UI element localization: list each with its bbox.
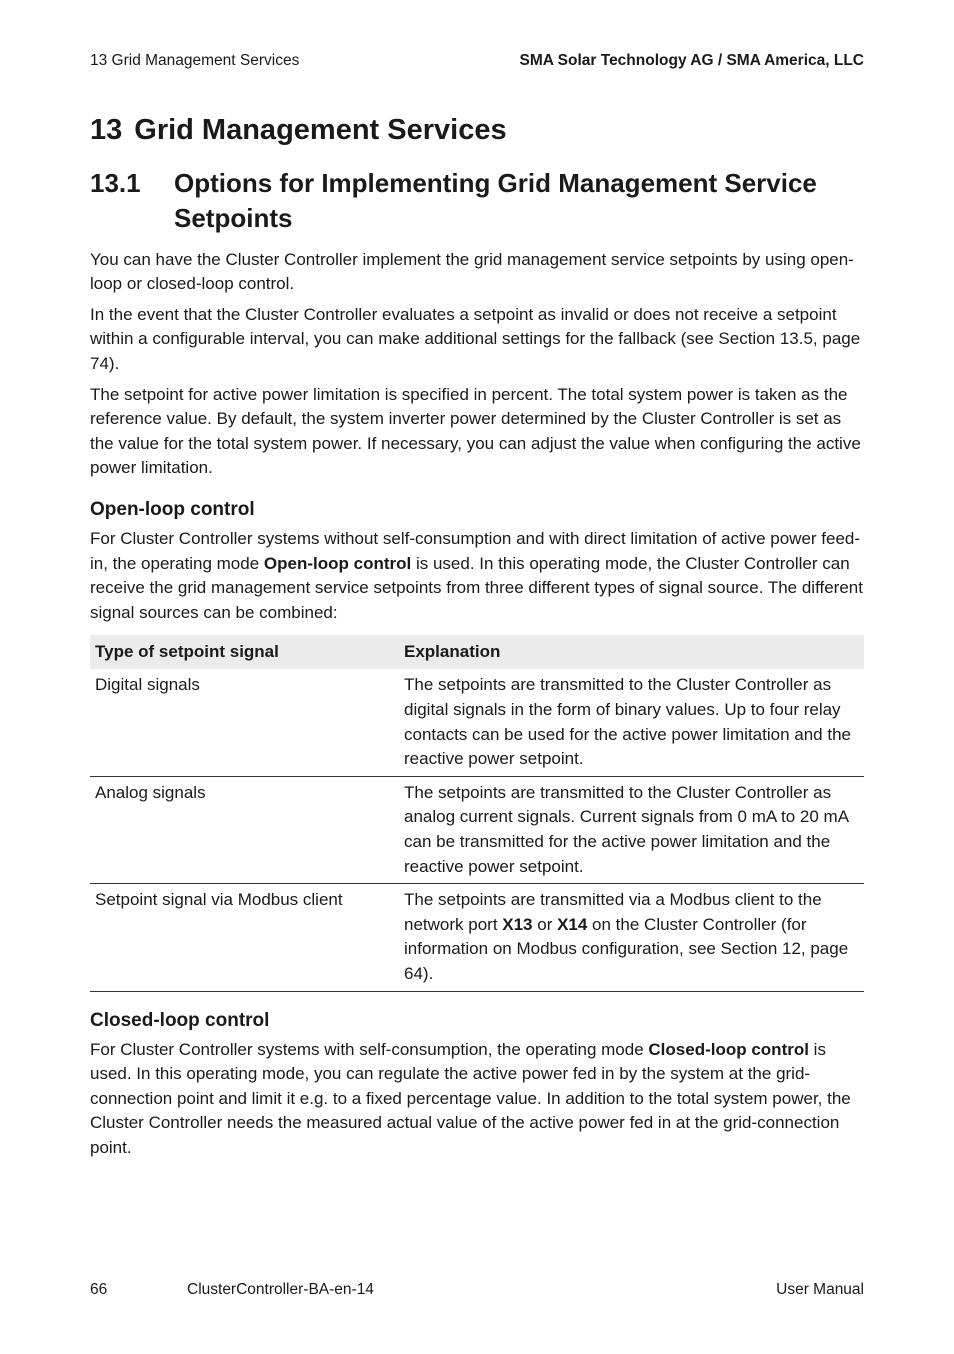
table-header-explanation: Explanation bbox=[399, 635, 864, 669]
closed-loop-mode-name: Closed-loop control bbox=[648, 1039, 809, 1059]
table-row bbox=[90, 884, 864, 991]
section-title bbox=[90, 166, 864, 236]
table-cell-type: Digital signals bbox=[90, 669, 399, 776]
chapter-number: 13 bbox=[90, 114, 123, 146]
table-row bbox=[90, 669, 864, 776]
closed-loop-paragraph: For Cluster Controller systems with self-consumption, the operating mode Closed-loop control is used. In this operating mode, you can regulate the active power fed in by the system at the grid-connection point and limit it e.g. to a fixed percentage value. In addition to the total system power, the Cluster Controller needs the measured actual value of the active power fed in at the grid-connection point. bbox=[90, 1039, 851, 1157]
open-loop-mode-name: Open-loop control bbox=[263, 553, 412, 573]
table-header-type: Type of setpoint signal bbox=[90, 635, 399, 669]
document-type: User Manual bbox=[776, 1281, 864, 1298]
closed-loop-heading: Closed-loop control bbox=[90, 1009, 270, 1031]
section-number: 13.1 bbox=[90, 167, 141, 198]
table-cell-explanation: The setpoints are transmitted to the Cluster Controller as digital signals in the form of binary values. Up to four relay contacts can be used for the active power limitation and the reactive power setpoint. bbox=[399, 669, 864, 776]
port-x14: X14 bbox=[557, 914, 588, 934]
open-loop-heading: Open-loop control bbox=[90, 499, 255, 521]
chapter-title-text: Grid Management Services bbox=[134, 114, 507, 146]
setpoint-signal-table bbox=[90, 635, 864, 991]
table-row bbox=[90, 776, 864, 883]
table-cell-explanation: The setpoints are transmitted via a Modbus client to the network port X13 or X14 on the Cluster Controller (for information on Modbus configuration, see Section 12, page 64). bbox=[399, 884, 864, 991]
intro-paragraph: In the event that the Cluster Controller evaluates a setpoint as invalid or does not receive a setpoint within a configurable interval, you can make additional settings for the fallback (see Section 13.5, page 74). bbox=[90, 304, 861, 374]
table-header-row bbox=[90, 635, 864, 669]
document-code: ClusterController-BA-en-14 bbox=[187, 1281, 374, 1298]
section-title-text: Options for Implementing Grid Management Service Setpoints bbox=[174, 167, 817, 233]
chapter-title bbox=[90, 112, 864, 150]
page-content bbox=[90, 112, 864, 1167]
port-x13: X13 bbox=[502, 914, 533, 934]
table-cell-type: Analog signals bbox=[90, 776, 399, 883]
table-cell-type: Setpoint signal via Modbus client bbox=[90, 884, 399, 991]
open-loop-paragraph: For Cluster Controller systems without self-consumption and with direct limitation of active power feed-in, the operating mode Open-loop control is used. In this operating mode, the Cluster Controller can receive the grid management service setpoints from three different types of signal source. The different signal sources can be combined: bbox=[90, 529, 863, 622]
intro-paragraph: The setpoint for active power limitation is specified in percent. The total system power is taken as the reference value. By default, the system inverter power determined by the Cluster Controller is set as the value for the total system power. If necessary, you can adjust the value when configuring the active power limitation. bbox=[90, 384, 861, 478]
intro-paragraph: You can have the Cluster Controller implement the grid management service setpoints by using open-loop or closed-loop control. bbox=[90, 249, 854, 294]
table-cell-explanation: The setpoints are transmitted to the Cluster Controller as analog current signals. Current signals from 0 mA to 20 mA can be transmitted for the active power limitation and the reactive power setpoint. bbox=[399, 776, 864, 883]
header-chapter-title: 13 Grid Management Services bbox=[90, 52, 300, 69]
page-number: 66 bbox=[90, 1281, 108, 1298]
header-company: SMA Solar Technology AG / SMA America, LLC bbox=[519, 52, 864, 69]
